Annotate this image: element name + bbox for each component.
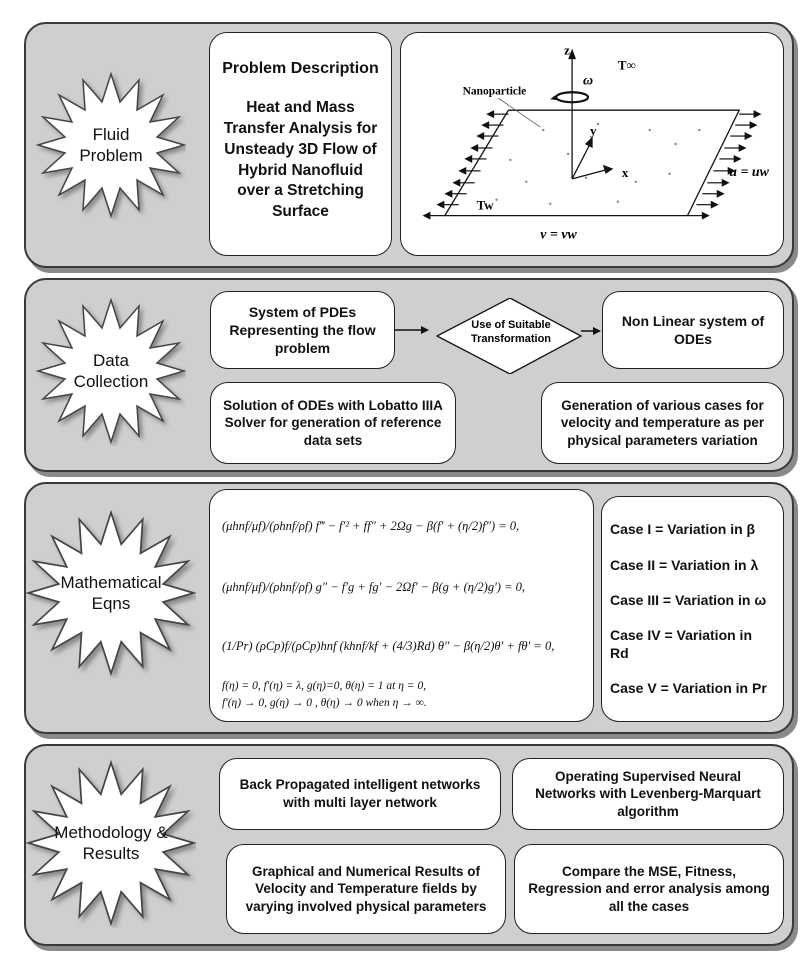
problem-heading: Problem Description: [222, 60, 379, 77]
pdes-text: System of PDEs Representing the flow problem: [229, 303, 376, 357]
section-label-line2: Collection: [73, 372, 149, 391]
solver-text: Solution of ODEs with Lobatto IIIA Solver for generation of reference data sets: [223, 397, 443, 448]
nanoparticle-dots: [495, 123, 700, 205]
nanoparticle-label: Nanoparticle: [462, 85, 527, 98]
section-label-fluid: [56, 105, 166, 185]
pdes-box: [210, 291, 395, 369]
flow-diagram-box: [400, 32, 784, 256]
t-wall-label: Tw: [476, 197, 494, 213]
case-item: Case IV = Variation in Rd: [610, 627, 753, 662]
boundary-conditions-wall: f(η) = 0, f′(η) = λ, g(η)=0, θ(η) = 1 at η = 0,: [222, 680, 427, 692]
solver-box: [210, 382, 456, 464]
x-label: x: [621, 164, 629, 180]
odes-text: Non Linear system of ODEs: [621, 312, 765, 347]
stretching-surface-diagram: [401, 32, 783, 256]
problem-title: Heat and Mass Transfer Analysis for Unsteady 3D Flow of Hybrid Nanofluid over a Stretching Surface: [223, 98, 378, 221]
section-label-line1: Fluid: [92, 124, 130, 144]
compare-text: Compare the MSE, Fitness, Regression and error analysis among all the cases: [528, 863, 770, 914]
section-label-line1: Methodology &: [54, 822, 168, 842]
left-arrows: [424, 111, 509, 218]
boundary-conditions-far: f′(η) → 0, g(η) → 0 , θ(η) → 0 when η → ∞.: [222, 697, 427, 709]
t-infinity-label: T∞: [617, 57, 636, 73]
z-label: z: [564, 42, 570, 58]
section-label-line1: Data: [93, 350, 129, 370]
omega-label: ω: [583, 73, 594, 89]
cases-generation-box: [541, 382, 784, 464]
momentum-equation-f: (μhnf/μf)/(ρhnf/ρf) f‴ − f′² + ff″ + 2Ωg − β(f′ + (η/2)f″) = 0,: [222, 519, 520, 533]
coordinate-axes: [569, 50, 612, 178]
supervised-nn-box: [512, 758, 784, 830]
section-label-line2: Results: [82, 844, 140, 863]
supervised-nn-text: Operating Supervised Neural Networks with Levenberg-Marquart algorithm: [535, 768, 761, 819]
momentum-equation-g: (μhnf/μf)/(ρhnf/ρf) g″ − f′g + fg′ − 2Ωf′ − β(g + (η/2)g′) = 0,: [222, 580, 526, 594]
case-item: Case II = Variation in λ: [610, 556, 759, 573]
case-item: Case V = Variation in Pr: [610, 680, 767, 697]
section-label-line2: Problem: [79, 146, 143, 165]
section-label-line2: Eqns: [91, 594, 131, 613]
transformation-text: Use of Suitable Transformation: [470, 319, 552, 346]
cases-generation-text: Generation of various cases for velocity and temperature as per physical parameters variation: [560, 397, 765, 448]
cases-box: [601, 496, 784, 722]
case-item: Case I = Variation in β: [610, 521, 756, 538]
v-equation-label: v = vw: [540, 227, 577, 243]
y-label: y: [590, 123, 597, 139]
section-label-line1: Mathematical: [60, 572, 162, 592]
energy-equation: (1/Pr) (ρCp)f/(ρCp)hnf (khnf/kf + (4/3)Rd) θ″ − β(η/2)θ′ + fθ′ = 0,: [222, 639, 555, 653]
case-item: Case III = Variation in ω: [610, 591, 767, 608]
section-label-methodology: [46, 803, 176, 883]
section-label-math: [46, 553, 176, 633]
results-text: Graphical and Numerical Results of Velocity and Temperature fields by varying involved physical parameters: [245, 863, 487, 914]
back-propagation-box: [219, 758, 501, 830]
back-propagation-text: Back Propagated intelligent networks with multi layer network: [239, 777, 481, 810]
results-box: [226, 844, 506, 934]
section-label-data: [56, 331, 166, 411]
odes-box: [602, 291, 784, 369]
compare-box: [514, 844, 784, 934]
u-equation-label: u = uw: [729, 164, 769, 180]
problem-description-box: [209, 32, 392, 256]
transformation-label: [440, 318, 582, 347]
